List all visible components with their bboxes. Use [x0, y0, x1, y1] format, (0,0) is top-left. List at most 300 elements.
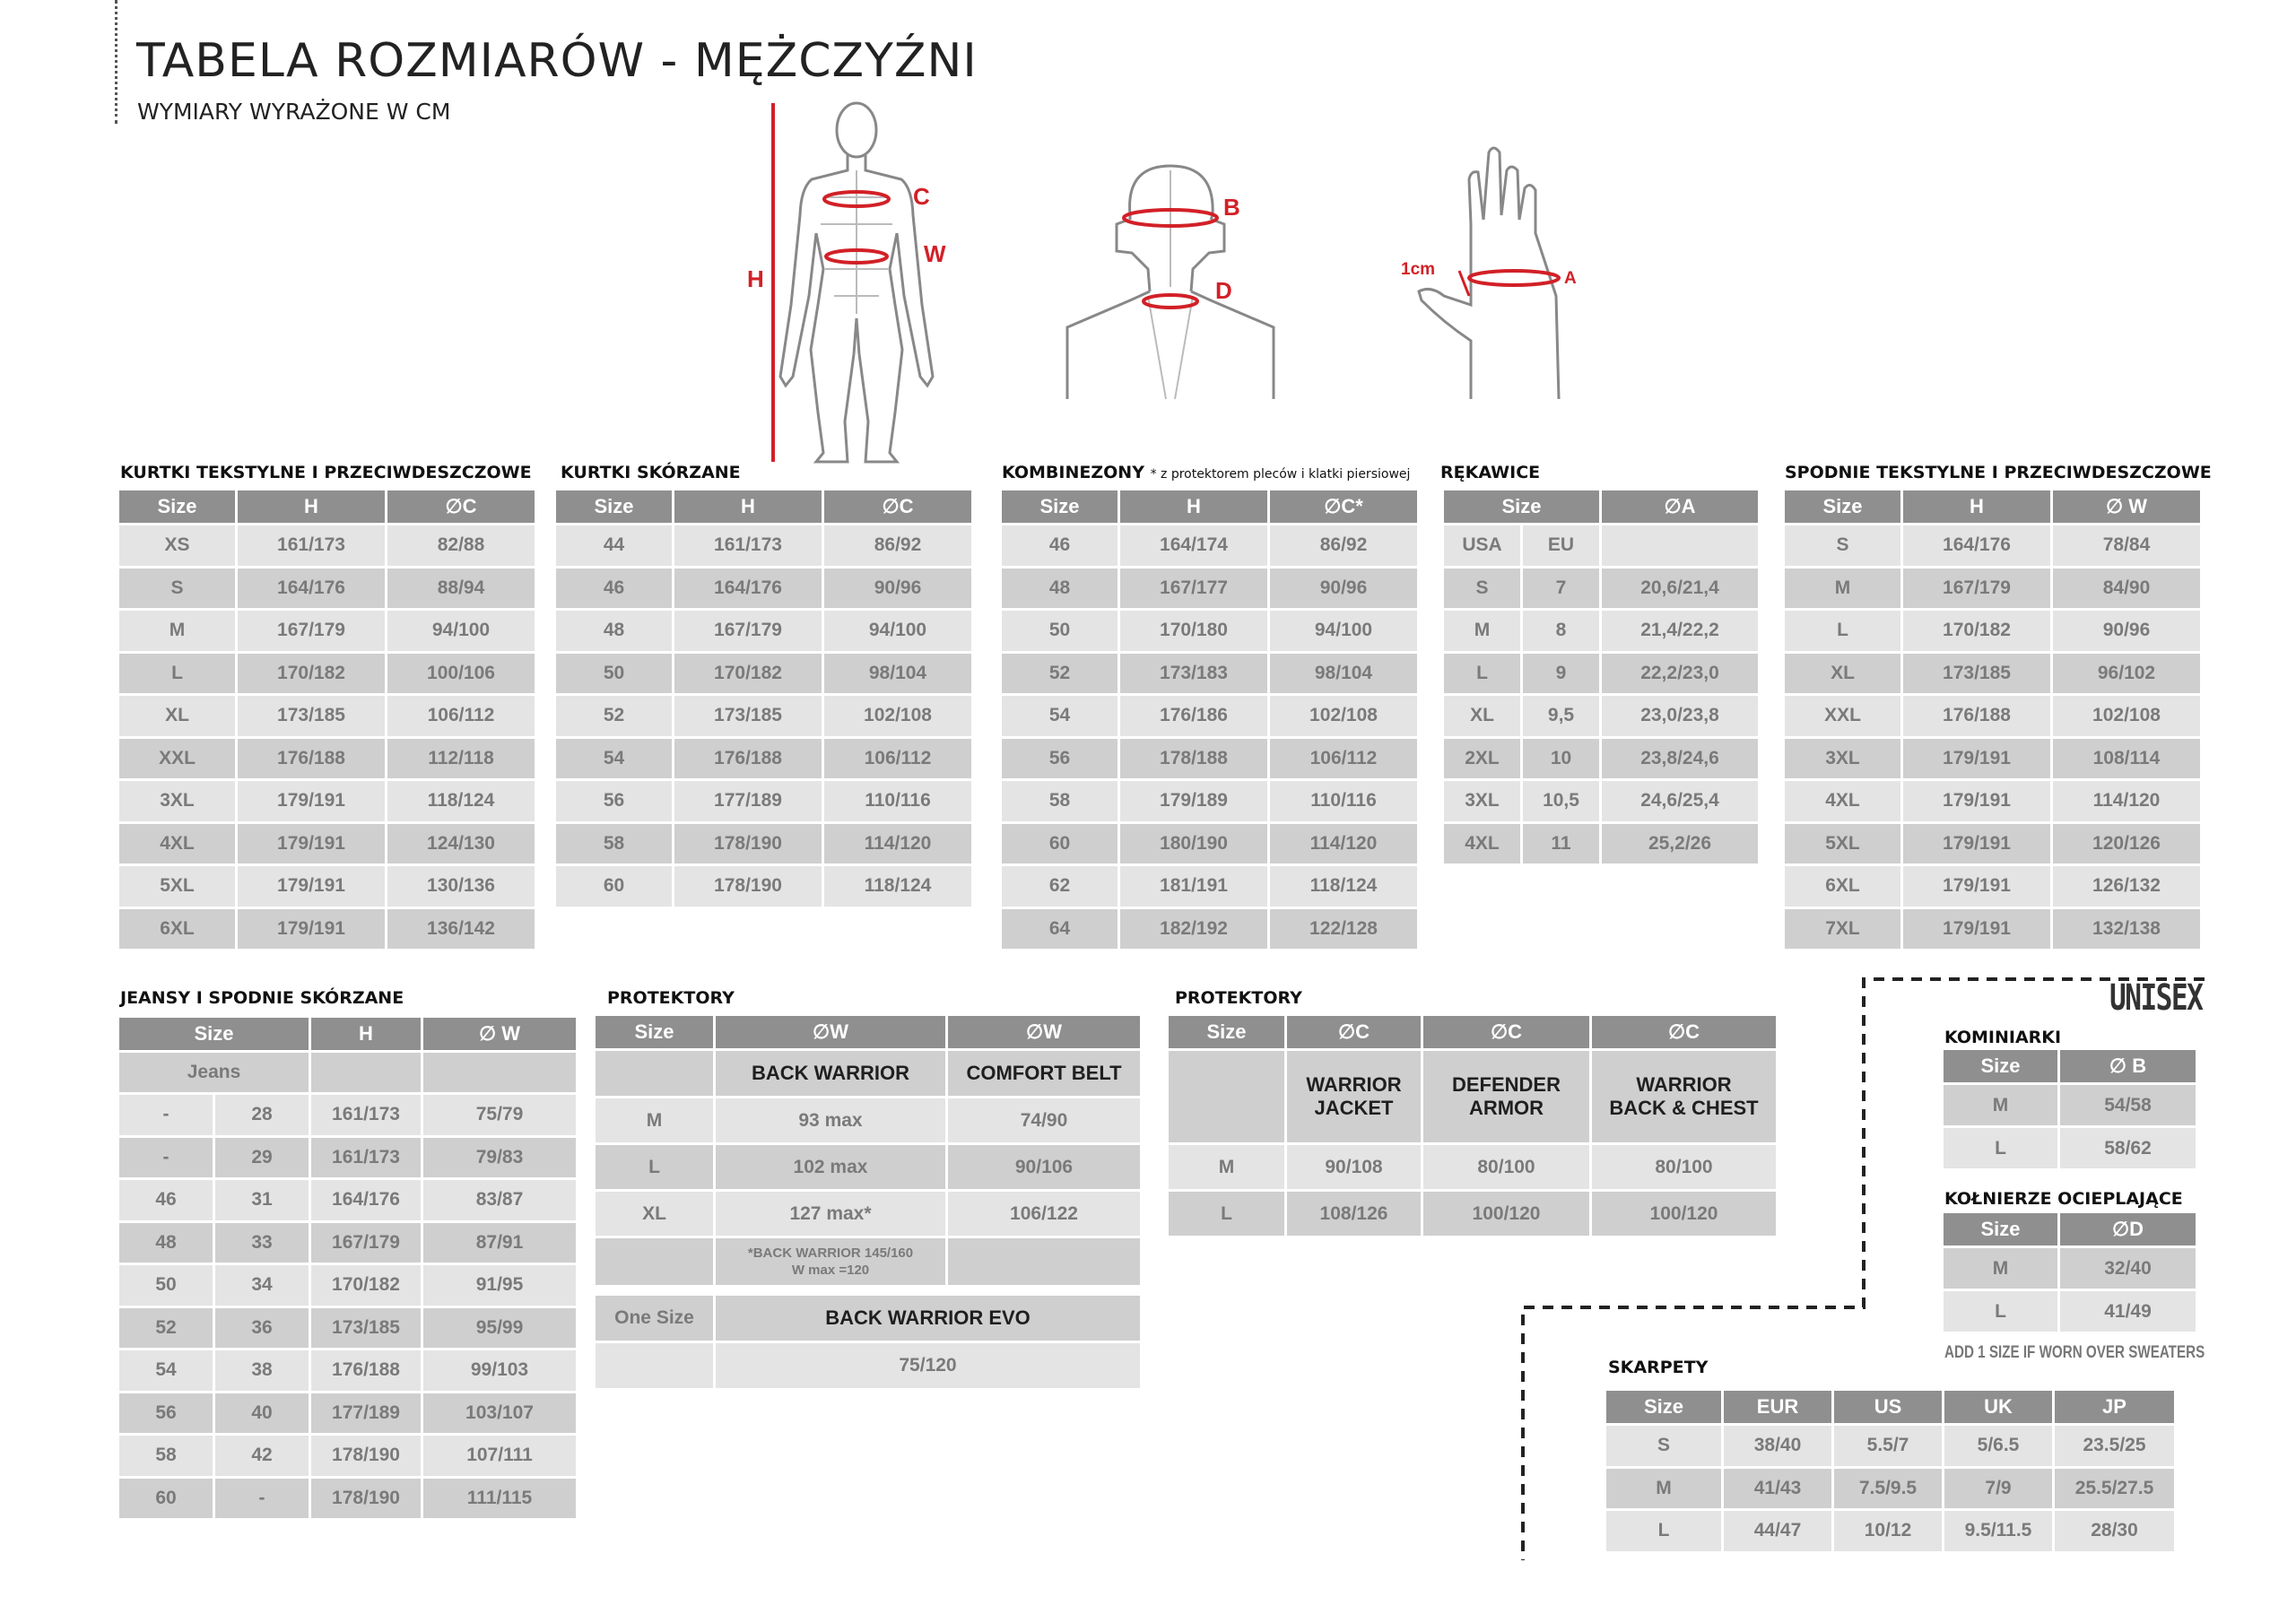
cell: 6XL	[1785, 866, 1900, 907]
cell: 21,4/22,2	[1602, 611, 1758, 651]
cell: 3XL	[1785, 739, 1900, 779]
cell: XXL	[119, 739, 235, 779]
cell: 118/124	[1270, 866, 1417, 907]
cell: 94/100	[387, 611, 535, 651]
cell: 114/120	[2053, 781, 2200, 821]
cell: L	[1169, 1192, 1284, 1236]
cell: 80/100	[1423, 1145, 1589, 1189]
cell: 8	[1523, 611, 1599, 651]
table-row	[556, 739, 971, 779]
cell: 178/188	[1120, 739, 1267, 779]
table-row	[1606, 1469, 2174, 1509]
page-title: TABELA ROZMIARÓW - MĘŻCZYŹNI	[136, 34, 978, 88]
cell: S	[1606, 1426, 1721, 1466]
cell: 173/185	[311, 1308, 421, 1349]
cell: 100/120	[1592, 1192, 1776, 1236]
cell: 46	[556, 568, 672, 609]
table-row	[119, 1265, 576, 1306]
table-row	[1169, 1192, 1776, 1236]
kombinezony-note: * z protektorem pleców i klatki piersiowej	[1150, 467, 1411, 482]
cell: L	[596, 1145, 713, 1189]
cell: 5/6.5	[1944, 1426, 2052, 1466]
cell: L	[1944, 1128, 2057, 1168]
cell: 5XL	[119, 866, 235, 907]
cell: 100/120	[1423, 1192, 1589, 1236]
cell: 98/104	[1270, 654, 1417, 694]
cell: 179/191	[238, 866, 385, 907]
cell: 173/185	[1903, 654, 2050, 694]
diameter-icon: ∅	[813, 1020, 831, 1043]
cell: S	[119, 568, 235, 609]
cell: 3XL	[1444, 781, 1520, 821]
cell: 161/173	[238, 525, 385, 566]
cell	[1602, 525, 1758, 566]
cell: 181/191	[1120, 866, 1267, 907]
cell: 111/115	[423, 1479, 576, 1519]
cell: 50	[1002, 611, 1118, 651]
cell: 170/182	[311, 1265, 421, 1306]
label-h: H	[747, 265, 764, 292]
table-row	[1002, 654, 1417, 694]
table-protektory-2	[1166, 1013, 1779, 1238]
cell: XL	[1785, 654, 1900, 694]
cell: 164/176	[1903, 525, 2050, 566]
table-row	[119, 1053, 576, 1092]
cell: 178/190	[311, 1436, 421, 1476]
table-row	[119, 1095, 576, 1135]
table-row	[1785, 866, 2200, 907]
kolnierze-footnote: ADD 1 SIZE IF WORN OVER SWEATERS	[1944, 1343, 2205, 1362]
cell: 10	[1523, 739, 1599, 779]
cell: XL	[1444, 696, 1520, 736]
cell: 177/189	[674, 781, 822, 821]
table-row	[1944, 1248, 2196, 1289]
table-row	[1785, 824, 2200, 864]
cell	[596, 1051, 713, 1096]
cell: 42	[215, 1436, 309, 1476]
section-label-kominiarki: KOMINIARKI	[1944, 1028, 2062, 1047]
header-c: ∅C	[387, 490, 535, 523]
section-label-jeansy: JEANSY I SPODNIE SKÓRZANE	[120, 988, 404, 1008]
table-row	[119, 1436, 576, 1476]
cell: 5.5/7	[1834, 1426, 1942, 1466]
cell: 11	[1523, 824, 1599, 864]
cell: 58	[119, 1436, 213, 1476]
cell: 36	[215, 1308, 309, 1349]
diameter-icon: ∅	[1337, 1020, 1356, 1043]
cell: 176/186	[1120, 696, 1267, 736]
diameter-icon: ∅	[445, 495, 463, 517]
cell: 34	[215, 1265, 309, 1306]
table-row	[119, 781, 535, 821]
table-row	[556, 781, 971, 821]
cell: 179/189	[1120, 781, 1267, 821]
cell: 58	[1002, 781, 1118, 821]
cell: 93 max	[716, 1098, 945, 1142]
table-row	[1444, 696, 1758, 736]
table-spodnie-tekstylne	[1782, 488, 2203, 951]
cell: 178/190	[674, 824, 822, 864]
subheader-jeans: Jeans	[119, 1053, 309, 1092]
cell: 179/191	[1903, 739, 2050, 779]
table-row	[119, 696, 535, 736]
table-row	[1944, 1291, 2196, 1332]
cell: 54	[556, 739, 672, 779]
cell: 106/122	[948, 1192, 1140, 1236]
table-rekawice	[1441, 488, 1761, 866]
cell: 10,5	[1523, 781, 1599, 821]
cell: 7XL	[1785, 909, 1900, 950]
cell	[1169, 1051, 1284, 1142]
cell: 62	[1002, 866, 1118, 907]
cell: 132/138	[2053, 909, 2200, 950]
table-row	[119, 568, 535, 609]
header-uk: UK	[1944, 1391, 2052, 1423]
cell: 96/102	[2053, 654, 2200, 694]
header-us: US	[1834, 1391, 1942, 1423]
header-h: H	[1120, 490, 1267, 523]
section-label-spodnie-tekstylne: SPODNIE TEKSTYLNE I PRZECIWDESZCZOWE	[1785, 463, 2212, 482]
cell: 99/103	[423, 1350, 576, 1391]
header-c: ∅C	[1592, 1016, 1776, 1048]
cell: 170/182	[674, 654, 822, 694]
table-row	[1169, 1051, 1776, 1142]
cell: 50	[556, 654, 672, 694]
cell: 23,8/24,6	[1602, 739, 1758, 779]
header-size: Size	[1944, 1213, 2057, 1245]
header-w: ∅ W	[2053, 490, 2200, 523]
cell: 23,0/23,8	[1602, 696, 1758, 736]
table-row	[1785, 781, 2200, 821]
cell: 41/43	[1724, 1469, 1831, 1509]
cell: 6XL	[119, 909, 235, 950]
table-row	[1444, 739, 1758, 779]
cell: 161/173	[311, 1095, 421, 1135]
header-eur: EUR	[1724, 1391, 1831, 1423]
table-row	[1785, 568, 2200, 609]
cell: 9,5	[1523, 696, 1599, 736]
cell: 179/191	[238, 909, 385, 950]
header-w: ∅W	[716, 1016, 945, 1048]
label-gap: 1cm	[1401, 260, 1436, 279]
section-label-rekawice: RĘKAWICE	[1440, 463, 1541, 482]
table-row	[119, 1350, 576, 1391]
cell: 28/30	[2055, 1511, 2174, 1551]
cell: 52	[119, 1308, 213, 1349]
table-row	[596, 1098, 1140, 1142]
cell: 102/108	[2053, 696, 2200, 736]
cell: L	[1444, 654, 1520, 694]
cell: 44	[556, 525, 672, 566]
cell: 164/176	[238, 568, 385, 609]
cell: 107/111	[423, 1436, 576, 1476]
table-row	[596, 1296, 1140, 1341]
label-b: B	[1223, 194, 1240, 221]
cell: 38	[215, 1350, 309, 1391]
cell: 112/118	[387, 739, 535, 779]
cell: One Size	[596, 1296, 713, 1341]
diameter-icon: ∅	[1324, 495, 1342, 517]
cell: 25,2/26	[1602, 824, 1758, 864]
table-row	[119, 739, 535, 779]
table-row	[596, 1343, 1140, 1388]
table-row	[119, 654, 535, 694]
cell: 46	[119, 1180, 213, 1220]
cell: 48	[556, 611, 672, 651]
cell: 83/87	[423, 1180, 576, 1220]
cell	[311, 1053, 421, 1092]
table-row	[1002, 909, 1417, 950]
cell: 173/185	[238, 696, 385, 736]
cell: 167/179	[1903, 568, 2050, 609]
cell: 90/108	[1287, 1145, 1421, 1189]
header-d: ∅D	[2060, 1213, 2196, 1245]
unisex-heading: UNISEX	[2109, 977, 2203, 1019]
cell: 177/189	[311, 1393, 421, 1434]
cell: 46	[1002, 525, 1118, 566]
label-w: W	[924, 240, 946, 267]
page-subtitle: WYMIARY WYRAŻONE W CM	[137, 99, 451, 125]
cell: 60	[556, 866, 672, 907]
header-a: ∅A	[1602, 490, 1758, 523]
cell	[423, 1053, 576, 1092]
cell: M	[1169, 1145, 1284, 1189]
cell: XS	[119, 525, 235, 566]
section-label-protektory-2: PROTEKTORY	[1175, 988, 1302, 1008]
cell: 84/90	[2053, 568, 2200, 609]
header-size: Size	[1169, 1016, 1284, 1048]
table-row	[1002, 781, 1417, 821]
cell: 106/112	[1270, 739, 1417, 779]
table-skarpety	[1604, 1388, 2177, 1554]
cell: 7	[1523, 568, 1599, 609]
table-row	[1444, 611, 1758, 651]
table-row	[556, 525, 971, 566]
cell: 108/114	[2053, 739, 2200, 779]
diameter-icon: ∅	[1664, 495, 1682, 517]
table-row	[119, 1138, 576, 1178]
cell: 79/83	[423, 1138, 576, 1178]
cell: 179/191	[238, 781, 385, 821]
cell: 29	[215, 1138, 309, 1178]
cell: L	[1785, 611, 1900, 651]
cell: 60	[119, 1479, 213, 1519]
cell: 176/188	[674, 739, 822, 779]
table-row	[1785, 696, 2200, 736]
cell: L	[1606, 1511, 1721, 1551]
cell: 179/191	[1903, 781, 2050, 821]
cell: 179/191	[1903, 824, 2050, 864]
cell: 176/188	[238, 739, 385, 779]
cell: 54	[119, 1350, 213, 1391]
cell: 170/182	[1903, 611, 2050, 651]
table-row	[556, 696, 971, 736]
cell: 20,6/21,4	[1602, 568, 1758, 609]
cell: 167/179	[238, 611, 385, 651]
cell: 90/96	[2053, 611, 2200, 651]
cell: 167/179	[311, 1223, 421, 1263]
cell: 179/191	[1903, 866, 2050, 907]
cell: 48	[1002, 568, 1118, 609]
cell: 100/106	[387, 654, 535, 694]
cell: 86/92	[824, 525, 971, 566]
cell: S	[1785, 525, 1900, 566]
table-row	[119, 525, 535, 566]
cell: 58/62	[2060, 1128, 2196, 1168]
cell: 176/188	[1903, 696, 2050, 736]
table-row	[1169, 1145, 1776, 1189]
cell: -	[215, 1479, 309, 1519]
header-h: H	[674, 490, 822, 523]
cell: 88/94	[387, 568, 535, 609]
cell: 173/185	[674, 696, 822, 736]
cell: 164/176	[674, 568, 822, 609]
table-row	[1002, 696, 1417, 736]
product-back-warrior-evo: BACK WARRIOR EVO	[716, 1296, 1140, 1341]
header-w: ∅ W	[423, 1018, 576, 1050]
header-size: Size	[596, 1016, 713, 1048]
cell	[596, 1238, 713, 1285]
table-row	[119, 1393, 576, 1434]
cell: 41/49	[2060, 1291, 2196, 1332]
cell: XL	[596, 1192, 713, 1236]
cell: M	[1944, 1248, 2057, 1289]
cell: EU	[1523, 525, 1599, 566]
cell: 40	[215, 1393, 309, 1434]
table-row	[1444, 525, 1758, 566]
cell: 54/58	[2060, 1085, 2196, 1125]
cell: 120/126	[2053, 824, 2200, 864]
cell: L	[119, 654, 235, 694]
cell: 180/190	[1120, 824, 1267, 864]
cell: 167/179	[674, 611, 822, 651]
cell: 80/100	[1592, 1145, 1776, 1189]
section-label-kombinezony: KOMBINEZONY * z protektorem pleców i klatki piersiowej	[1002, 463, 1411, 482]
cell: S	[1444, 568, 1520, 609]
cell: 178/190	[311, 1479, 421, 1519]
label-c: C	[913, 183, 930, 210]
cell: 86/92	[1270, 525, 1417, 566]
cell: 118/124	[824, 866, 971, 907]
table-row	[1002, 611, 1417, 651]
header-size: Size	[1944, 1050, 2057, 1082]
cell: 179/191	[1903, 909, 2050, 950]
cell: 108/126	[1287, 1192, 1421, 1236]
cell: M	[119, 611, 235, 651]
cell: 50	[119, 1265, 213, 1306]
diameter-icon: ∅	[1026, 1020, 1044, 1043]
header-h: H	[238, 490, 385, 523]
cell: 98/104	[824, 654, 971, 694]
cell: 25.5/27.5	[2055, 1469, 2174, 1509]
table-row	[1002, 866, 1417, 907]
cell: 23.5/25	[2055, 1426, 2174, 1466]
header-w: ∅W	[948, 1016, 1140, 1048]
cell: 7.5/9.5	[1834, 1469, 1942, 1509]
table-row	[119, 1180, 576, 1220]
cell: 60	[1002, 824, 1118, 864]
diameter-icon: ∅	[2109, 1055, 2127, 1077]
cell: 56	[119, 1393, 213, 1434]
table-row	[1002, 824, 1417, 864]
cell: 4XL	[119, 824, 235, 864]
cell: 2XL	[1444, 739, 1520, 779]
table-row	[119, 1479, 576, 1519]
header-h: H	[311, 1018, 421, 1050]
cell: 110/116	[824, 781, 971, 821]
cell: 75/79	[423, 1095, 576, 1135]
product-back-warrior: BACK WARRIOR	[716, 1051, 945, 1096]
table-jeansy	[117, 1015, 578, 1521]
cell: 124/130	[387, 824, 535, 864]
header-size: Size	[1785, 490, 1900, 523]
cell: 130/136	[387, 866, 535, 907]
section-label-kurtki-skorzane: KURTKI SKÓRZANE	[561, 463, 741, 482]
header-b: ∅ B	[2060, 1050, 2196, 1082]
cell: 90/96	[1270, 568, 1417, 609]
diameter-icon: ∅	[2105, 495, 2124, 517]
table-row	[1785, 739, 2200, 779]
cell: 164/174	[1120, 525, 1267, 566]
cell: 126/132	[2053, 866, 2200, 907]
cell: 44/47	[1724, 1511, 1831, 1551]
cell: 167/177	[1120, 568, 1267, 609]
table-row	[1785, 611, 2200, 651]
table-row	[596, 1051, 1140, 1096]
header-c: ∅C*	[1270, 490, 1417, 523]
cell: 64	[1002, 909, 1118, 950]
cell: 87/91	[423, 1223, 576, 1263]
cell: M	[596, 1098, 713, 1142]
cell: 58	[556, 824, 672, 864]
cell: 33	[215, 1223, 309, 1263]
diameter-icon: ∅	[1490, 1020, 1509, 1043]
cell: M	[1606, 1469, 1721, 1509]
table-row	[1444, 781, 1758, 821]
table-row	[119, 1308, 576, 1349]
cell: 106/112	[387, 696, 535, 736]
cell: 4XL	[1444, 824, 1520, 864]
cell: 22,2/23,0	[1602, 654, 1758, 694]
header-size: Size	[119, 490, 235, 523]
cell: 90/96	[824, 568, 971, 609]
back-warrior-footnote: *BACK WARRIOR 145/160 W max =120	[716, 1238, 945, 1285]
cell: 110/116	[1270, 781, 1417, 821]
cell: 24,6/25,4	[1602, 781, 1758, 821]
cell: 102 max	[716, 1145, 945, 1189]
table-row	[596, 1192, 1140, 1236]
cell: M	[1444, 611, 1520, 651]
cell: 91/95	[423, 1265, 576, 1306]
cell: 31	[215, 1180, 309, 1220]
header-c: ∅C	[824, 490, 971, 523]
cell: 28	[215, 1095, 309, 1135]
table-kolnierze	[1941, 1211, 2198, 1334]
table-row	[1785, 525, 2200, 566]
label-d: D	[1215, 277, 1232, 304]
cell: 161/173	[311, 1138, 421, 1178]
header-size: Size	[119, 1018, 309, 1050]
cell: 178/190	[674, 866, 822, 907]
table-row	[1002, 739, 1417, 779]
cell: 10/12	[1834, 1511, 1942, 1551]
cell: 114/120	[824, 824, 971, 864]
table-row	[556, 611, 971, 651]
cell: 95/99	[423, 1308, 576, 1349]
cell: 103/107	[423, 1393, 576, 1434]
cell: 74/90	[948, 1098, 1140, 1142]
cell: L	[1944, 1291, 2057, 1332]
